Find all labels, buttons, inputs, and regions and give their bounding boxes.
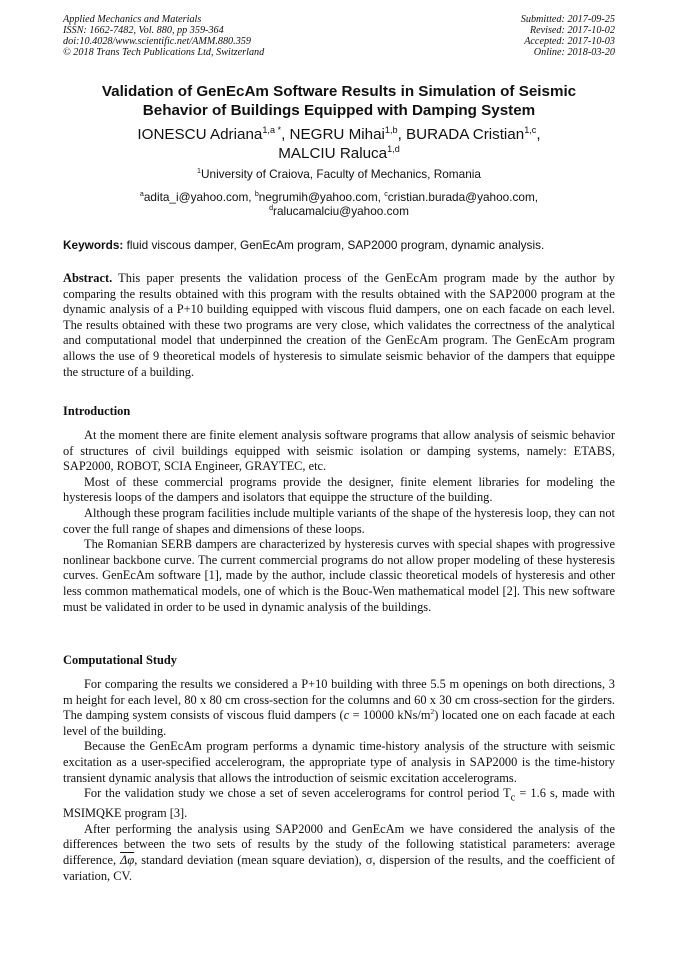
author-sep: , (397, 126, 407, 143)
paragraph: Although these program facilities include multiple variants of the shape of the hysteresis loop, they can not cover the full range of shapes and dimensions of these loops. (63, 505, 615, 536)
author-sup: 1,c (524, 124, 537, 135)
subscript: c (510, 792, 516, 804)
email: ralucamalciu@yahoo.com (273, 204, 409, 218)
author-name: IONESCU Adriana (137, 126, 263, 143)
paragraph: Because the GenEcAm program performs a dynamic time-history analysis of the structure with seismic excitation as a user-specified accelerogram, the appropriate type of analysis in SAP2000 is the time-history transient dynamic analysis that allows the introduction of seismic excitation accelerograms. (63, 739, 615, 785)
text-run: ) located one on each facade at each level of the building. (63, 708, 616, 738)
author-name: BURADA Cristian (406, 126, 525, 143)
email: negrumih@yahoo.com, (258, 190, 385, 204)
email-sup: a (139, 190, 144, 199)
text-run: = 10000 kNs/m (349, 708, 431, 723)
paragraph: Most of these commercial programs provide the designer, finite element libraries for modeling the hysteresis loops of the dampers and isolators that equippe the structure of the building. (63, 474, 615, 505)
affiliation-sup: 1 (197, 167, 201, 176)
author-emails (80, 190, 598, 218)
keywords-text: fluid viscous damper, GenEcAm program, SAP2000 program, dynamic analysis. (123, 238, 545, 252)
submitted-date: Submitted: 2017-09-25 (520, 14, 615, 25)
journal-header (63, 14, 615, 58)
introduction-heading: Introduction (63, 404, 131, 418)
journal-name: Applied Mechanics and Materials (63, 14, 202, 25)
author-name: MALCIU Raluca (278, 145, 388, 162)
text-run: After performing the analysis using SAP2000 and GenEcAm we have considered the analysis of the differences between the two sets of results by the study of the following statistical parameters: average difference, (63, 821, 615, 867)
affiliation-text: University of Craiova, Faculty of Mechanics, Romania (200, 167, 481, 181)
author-sup: 1,d (387, 143, 400, 154)
paragraph (63, 822, 615, 884)
text-run: , standard deviation (mean square deviation), σ, dispersion of the results, and the coefficient of variation, CV. (63, 853, 616, 883)
email-sup: b (254, 190, 259, 199)
paragraph: At the moment there are finite element analysis software programs that allow analysis of seismic behavior of structures of civil buildings equipped with seismic isolation or damping systems, namely: ETABS, SAP2000, ROBOT, SCIA Engineer, GRAYTEC, etc. (63, 428, 615, 474)
superscript: 2 (430, 707, 435, 717)
symbol-c: c (343, 708, 350, 723)
paper-title: Validation of GenEcAm Software Results in Simulation of Seismic Behavior of Buildings Equipped with Damping System (101, 83, 577, 119)
copyright: © 2018 Trans Tech Publications Ltd, Switzerland (63, 47, 265, 58)
paragraph: The Romanian SERB dampers are characterized by hysteresis curves with special shapes with progressive nonlinear backbone curve. The current commercial programs do not allow proper modeling of these hysteresis curves. GenEcAm software [1], made by the author, include classic theoretical models of hysteresis and other less common mathematical models, one of which is the Bouc-Wen mathematical model [2]. This new software must be validated in order to be used in dynamic analysis of the buildings. (63, 537, 615, 614)
email-sup: c (384, 190, 388, 199)
email: cristian.burada@yahoo.com, (387, 190, 539, 204)
keywords-label: Keywords: (63, 238, 124, 252)
online-date: Online: 2018-03-20 (533, 47, 615, 58)
abstract (63, 271, 615, 380)
paragraph (63, 677, 615, 739)
text-run: For comparing the results we considered a P+10 building with three 5.5 m openings on both directions, 3 m height for each level, 80 x 80 cm cross-section for the columns and 60 x 30 cm cross-section for the girders. The damping system consists of viscous fluid dampers ( (63, 677, 615, 723)
accepted-date: Accepted: 2017-10-03 (524, 36, 615, 47)
keywords (63, 238, 623, 252)
issn: ISSN: 1662-7482, Vol. 880, pp 359-364 (63, 25, 224, 36)
revised-date: Revised: 2017-10-02 (529, 25, 615, 36)
email-sup: d (269, 204, 274, 213)
publication-dates (521, 14, 615, 58)
author-sup: 1,b (384, 124, 398, 135)
email: adita_i@yahoo.com, (143, 190, 255, 204)
text-run: = 1.6 s, made with MSIMQKE program [3]. (63, 786, 615, 821)
doi: doi:10.4028/www.scientific.net/AMM.880.359 (63, 36, 251, 47)
author-list (70, 125, 608, 163)
computational-body (63, 677, 615, 884)
author-name: NEGRU Mihai (289, 126, 385, 143)
computational-heading: Computational Study (63, 653, 177, 667)
paragraph (63, 786, 615, 822)
author-sup: 1,a * (262, 124, 282, 135)
introduction-body (63, 428, 615, 615)
abstract-text: This paper presents the validation process of the GenEcAm program made by the author by comparing the results obtained with this program with the results obtained with the SAP2000 program at the dynamic analysis of a P+10 building equipped with viscous fluid dampers, one on each facade on each level. The results obtained with these two programs are very close, which validates the correctness of the analytical and computational model that underpinned the creation of the GenEcAm program. The GenEcAm program allows the use of 9 theoretical models of hysteresis to simulate seismic behavior of the dampers that equippe the structure of a building. (63, 271, 615, 379)
author-sep: , (536, 126, 541, 143)
affiliation (70, 167, 608, 181)
text-run: For the validation study we chose a set of seven accelerograms for control period T (84, 786, 511, 801)
average-difference-symbol: $\overline{\Delta\varphi}$ (120, 853, 135, 867)
journal-info (63, 14, 264, 58)
abstract-label: Abstract. (63, 271, 113, 285)
author-sep: , (281, 126, 290, 143)
